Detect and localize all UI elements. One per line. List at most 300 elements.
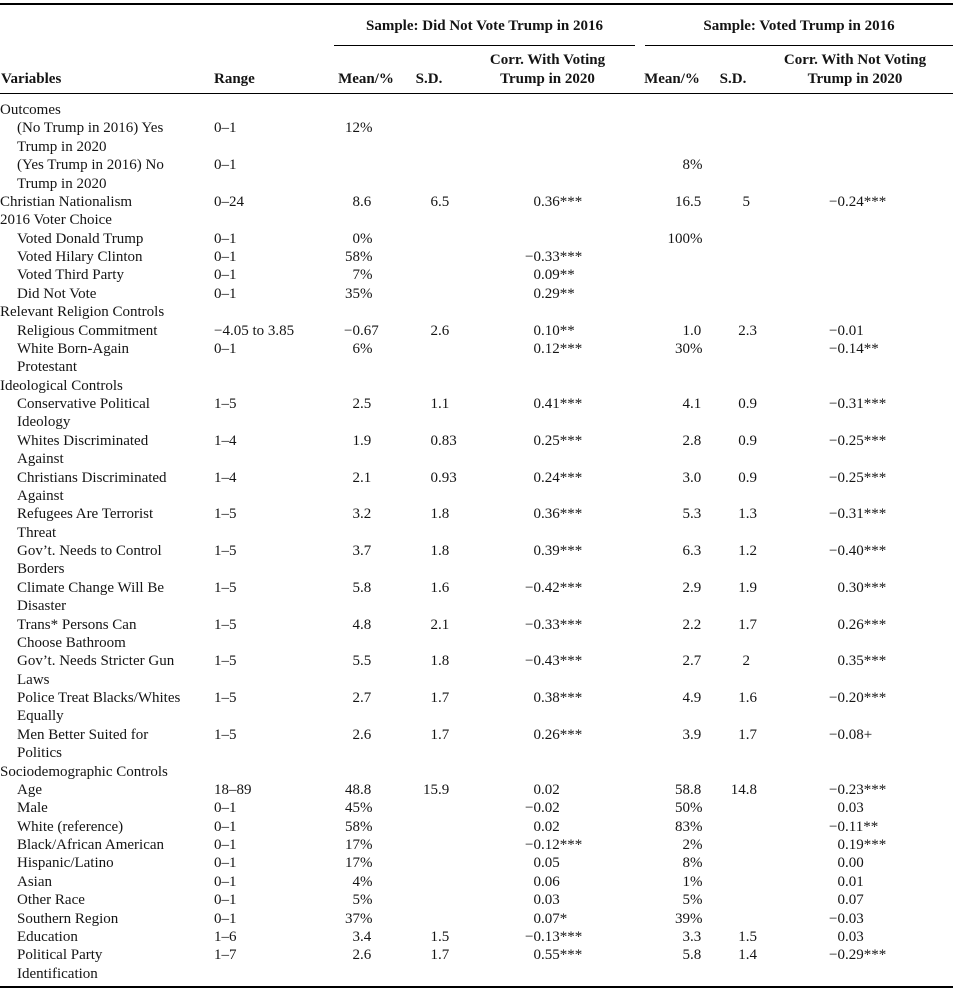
corr-cell: 0 .12***: [533, 340, 583, 357]
range-cell: 1–5: [214, 726, 237, 743]
table-row: [0, 873, 953, 891]
mean-cell: [635, 211, 709, 229]
table-row: [0, 542, 953, 579]
variable-label: Climate Change Will Be Disaster: [17, 579, 165, 615]
variable-label: Religious Commitment: [17, 322, 158, 339]
sample1-header: Sample: Did Not Vote Trump in 2016: [334, 16, 635, 46]
corr-cell: −0 .31***: [829, 506, 887, 523]
range-cell: 0–1: [214, 340, 237, 357]
mean-cell: 12 %: [345, 120, 373, 137]
mean-cell: 8 .6: [352, 193, 372, 210]
mean-cell: [635, 303, 709, 321]
table-row: [0, 285, 953, 303]
corr-cell: −0 .02: [525, 800, 560, 817]
corr-cell: [757, 156, 953, 193]
corr-cell: 0 .30***: [837, 579, 887, 596]
range-cell: 0–1: [214, 910, 237, 927]
mean-cell: 5 .8: [682, 947, 702, 964]
range-cell: 0–1: [214, 267, 237, 284]
sd-cell: [398, 891, 460, 909]
mean-cell: 5 %: [352, 892, 373, 909]
table-row: [0, 469, 953, 506]
corr-cell: [460, 101, 635, 119]
sd-cell: 0 .83: [430, 432, 457, 449]
variable-label: Police Treat Blacks/Whites Equally: [17, 690, 181, 725]
variable-label: Men Better Suited for Politics: [17, 726, 149, 762]
sd-cell: 1 .6: [738, 690, 757, 706]
variable-label: Whites Discriminated Against: [17, 432, 149, 468]
range-cell: 0–1: [214, 230, 237, 247]
variable-label: Voted Donald Trump: [17, 230, 144, 247]
mean-cell: 50 %: [675, 800, 703, 817]
corr-cell: −0 .25***: [829, 432, 887, 449]
corr-cell: 0 .29**: [533, 285, 575, 302]
range-cell: [212, 763, 334, 781]
sd-cell: [398, 211, 460, 229]
corr-cell: −0 .42***: [525, 579, 583, 596]
sd-cell: 1 .6: [430, 579, 450, 596]
corr-cell: 0 .36***: [533, 506, 583, 523]
sd-cell: 2 .3: [738, 322, 757, 339]
range-cell: 1–4: [214, 469, 237, 486]
mean-cell: 5 .5: [352, 653, 372, 670]
mean-cell: 3 .0: [682, 469, 702, 486]
mean-cell: 3 .7: [352, 543, 372, 559]
sd-cell: 1 .4: [738, 947, 757, 964]
variable-label: Political Party Identification: [17, 947, 103, 982]
sd-cell: [709, 156, 757, 193]
mean-cell: 2 .7: [682, 653, 702, 670]
mean-cell: 3 .9: [682, 726, 702, 743]
table-row: [0, 726, 953, 763]
section-label: Sociodemographic Controls: [0, 763, 168, 780]
variable-label: Trans* Persons Can Choose Bathroom: [17, 616, 137, 651]
range-cell: 1–6: [214, 928, 237, 945]
range-cell: [212, 101, 334, 119]
table-row: [0, 322, 953, 340]
sd-cell: 2: [742, 653, 750, 670]
sd-cell: 1 .3: [738, 506, 757, 523]
section-row: [0, 377, 953, 395]
corr-cell: [757, 248, 953, 266]
sd-cell: [398, 377, 460, 395]
corr-cell: −0 .31***: [829, 396, 887, 412]
sd-cell: 1 .8: [430, 653, 450, 670]
variable-label: Southern Region: [17, 910, 119, 927]
sample2-header: Sample: Voted Trump in 2016: [645, 16, 953, 46]
range-cell: [212, 211, 334, 229]
mean-cell: 1 %: [682, 873, 703, 890]
mean-cell: 4 .8: [352, 616, 372, 633]
sd-cell: 1 .9: [738, 579, 757, 596]
mean-cell: 58 .8: [675, 781, 702, 798]
range-cell: 1–4: [214, 432, 237, 449]
sd-cell: 0 .9: [738, 469, 757, 486]
mean-cell: 35 %: [345, 285, 373, 302]
range-cell: 0–1: [214, 120, 237, 137]
corr-cell: −0 .20***: [829, 690, 887, 706]
corr-cell: 0 .25***: [533, 432, 583, 449]
sd-cell: [398, 799, 460, 817]
mean-cell: 3 .3: [682, 928, 702, 945]
sd-cell: [709, 854, 757, 872]
sd-cell: [709, 303, 757, 321]
sd-cell: [709, 873, 757, 891]
corr-cell: −0 .14**: [829, 340, 879, 357]
corr-cell: 0 .02: [533, 818, 560, 835]
sd-cell: [709, 230, 757, 248]
range-cell: 1–7: [214, 947, 237, 964]
corr-cell: [460, 211, 635, 229]
sd-cell: 1 .7: [430, 947, 450, 964]
column-header-corr1: [460, 51, 635, 89]
sd-cell: 2 .1: [430, 616, 450, 633]
mean-cell: 2 .5: [352, 396, 372, 412]
sd-cell: [398, 818, 460, 836]
sd-cell: 1 .7: [430, 726, 450, 743]
corr-cell: [757, 266, 953, 284]
sd-cell: [709, 211, 757, 229]
sd-cell: 0 .93: [430, 469, 457, 486]
column-header-row: [0, 46, 953, 94]
mean-cell: 2 .6: [352, 726, 372, 743]
range-cell: 0–1: [214, 892, 237, 909]
sd-cell: [398, 873, 460, 891]
corr-cell: 0 .05: [533, 855, 560, 872]
sd-cell: 0 .9: [738, 396, 757, 412]
mean-cell: 16 .5: [675, 193, 702, 210]
corr-cell: 0 .03: [837, 928, 864, 945]
mean-cell: 4 %: [352, 873, 373, 890]
range-cell: 0–1: [214, 873, 237, 890]
corr-cell: −0 .29***: [829, 947, 887, 964]
sd-cell: [709, 101, 757, 119]
mean-cell: [635, 266, 709, 284]
section-row: [0, 101, 953, 119]
column-header-mean1: Mean/%: [338, 71, 394, 87]
table-row: [0, 854, 953, 872]
range-cell: 1–5: [214, 579, 237, 596]
corr-cell: −0 .24***: [829, 193, 887, 210]
section-label: Relevant Religion Controls: [0, 304, 165, 321]
range-cell: 0–24: [214, 193, 244, 210]
mean-cell: 5 %: [682, 892, 703, 909]
sample-spanner-row: [0, 16, 953, 46]
corr-cell: [757, 230, 953, 248]
corr-cell: [460, 763, 635, 781]
table-row: [0, 119, 953, 156]
sd-cell: [398, 303, 460, 321]
sd-cell: [398, 119, 460, 156]
corr-cell: [757, 285, 953, 303]
table-row: [0, 818, 953, 836]
mean-cell: 58 %: [345, 818, 373, 835]
mean-cell: 5 .8: [352, 579, 372, 596]
sd-cell: 15 .9: [423, 781, 450, 798]
sd-cell: 1 .1: [430, 396, 450, 412]
variable-label: White Born-Again Protestant: [17, 340, 130, 376]
sd-cell: 1 .7: [430, 690, 450, 706]
mean-cell: 1 .9: [352, 432, 372, 449]
table-row: [0, 579, 953, 616]
corr-cell: [460, 156, 635, 193]
section-label: Outcomes: [0, 102, 61, 118]
section-row: [0, 303, 953, 321]
corr-cell: −0 .33***: [525, 249, 583, 265]
sd-cell: [398, 910, 460, 928]
table-row: [0, 156, 953, 193]
corr-cell: 0 .39***: [533, 543, 583, 559]
corr-cell: −0 .23***: [829, 781, 887, 798]
range-cell: 1–5: [214, 690, 237, 706]
table-row: [0, 230, 953, 248]
table-row: [0, 248, 953, 266]
variable-label: Voted Hilary Clinton: [17, 249, 143, 265]
sd-cell: [398, 101, 460, 119]
table-row: [0, 432, 953, 469]
corr-cell: 0 .19***: [837, 837, 887, 853]
column-header-sd2: S.D.: [719, 71, 747, 87]
variable-label: Conservative Political Ideology: [17, 396, 150, 431]
mean-cell: 2 .6: [352, 947, 372, 964]
corr-cell: −0 .11**: [829, 818, 879, 835]
sd-cell: 0 .9: [738, 432, 757, 449]
table-row: [0, 652, 953, 689]
corr-cell: 0 .03: [533, 892, 560, 909]
sd-cell: 1 .7: [738, 616, 757, 633]
sd-cell: 14 .8: [730, 781, 757, 798]
sd-cell: [709, 763, 757, 781]
table-row: [0, 781, 953, 799]
corr-cell: [460, 377, 635, 395]
mean-cell: 2 %: [682, 837, 703, 853]
corr-cell: [757, 119, 953, 156]
corr-cell: −0 .33***: [525, 616, 583, 633]
variable-label: Other Race: [17, 892, 85, 909]
sd-cell: 2 .6: [430, 322, 450, 339]
corr-cell: 0 .02: [533, 781, 560, 798]
variable-label: White (reference): [17, 818, 124, 835]
column-header-sd1: S.D.: [415, 71, 443, 87]
sd-cell: 1 .8: [430, 506, 450, 523]
sd-cell: [398, 230, 460, 248]
corr-cell: 0 .09**: [533, 267, 575, 284]
table-row: [0, 266, 953, 284]
mean-cell: 8 %: [682, 855, 703, 872]
mean-cell: 100 %: [667, 230, 703, 247]
table-row: [0, 689, 953, 726]
sd-cell: 1 .7: [738, 726, 757, 743]
variable-label: Did Not Vote: [17, 285, 97, 302]
corr-cell: 0 .07*: [533, 910, 568, 927]
mean-cell: 39 %: [675, 910, 703, 927]
corr-cell: [757, 101, 953, 119]
column-header-mean2: Mean/%: [644, 71, 700, 87]
range-cell: 0–1: [214, 855, 237, 872]
range-cell: 1–5: [214, 616, 237, 633]
mean-cell: −0 .67: [344, 322, 379, 339]
corr-cell: 0 .26***: [533, 726, 583, 743]
range-cell: 0–1: [214, 800, 237, 817]
range-cell: 1–5: [214, 653, 237, 670]
corr-cell: [460, 303, 635, 321]
sd-cell: [398, 854, 460, 872]
table-row: [0, 891, 953, 909]
mean-cell: [334, 303, 398, 321]
range-cell: 1–5: [214, 506, 237, 523]
sd-cell: [398, 248, 460, 266]
sd-cell: 1 .5: [430, 928, 450, 945]
sd-cell: [398, 340, 460, 377]
variable-label: (Yes Trump in 2016) No Trump in 2020: [17, 157, 164, 192]
mean-cell: [334, 377, 398, 395]
corr-cell: 0 .00: [837, 855, 864, 872]
corr-cell: 0 .07: [837, 892, 864, 909]
mean-cell: 48 .8: [345, 781, 372, 798]
variable-label: Age: [17, 781, 42, 798]
sd-cell: [398, 836, 460, 854]
mean-cell: 2 .1: [352, 469, 372, 486]
mean-cell: 8 %: [682, 157, 703, 174]
variable-label: Refugees Are Terrorist Threat: [17, 506, 154, 541]
corr-cell: −0 .08+: [829, 726, 873, 743]
corr-cell: −0 .13***: [525, 928, 583, 945]
mean-cell: 0 %: [352, 230, 373, 247]
mean-cell: [635, 763, 709, 781]
corr-cell: −0 .12***: [525, 837, 583, 853]
range-cell: 0–1: [214, 249, 237, 265]
mean-cell: 17 %: [345, 855, 373, 872]
column-header-corr2-line2: Trump in 2020: [807, 71, 903, 87]
mean-cell: 6 .3: [682, 543, 702, 559]
section-label: Ideological Controls: [0, 377, 123, 394]
mean-cell: 2 .7: [352, 690, 372, 706]
table-row: [0, 505, 953, 542]
mean-cell: 37 %: [345, 910, 373, 927]
variable-label: Asian: [17, 873, 52, 890]
variable-label: (No Trump in 2016) Yes Trump in 2020: [17, 120, 164, 155]
corr-cell: [757, 211, 953, 229]
section-row: [0, 211, 953, 229]
corr-cell: [757, 377, 953, 395]
range-cell: [212, 377, 334, 395]
sd-cell: [709, 266, 757, 284]
variable-label: Black/African American: [17, 837, 165, 853]
corr-cell: 0 .38***: [533, 690, 583, 706]
mean-cell: 2 .8: [682, 432, 702, 449]
variable-label: Education: [17, 928, 78, 945]
mean-cell: [334, 763, 398, 781]
sd-cell: [398, 285, 460, 303]
mean-cell: 2 .9: [682, 579, 702, 596]
corr-cell: 0 .35***: [837, 653, 887, 670]
sd-cell: [709, 248, 757, 266]
column-header-corr2-line1: Corr. With Not Voting: [783, 52, 927, 68]
range-cell: 0–1: [214, 285, 237, 302]
sd-cell: [709, 818, 757, 836]
mean-cell: [635, 248, 709, 266]
mean-cell: 4 .1: [682, 396, 702, 412]
table-row: [0, 928, 953, 946]
column-header-range: Range: [214, 71, 255, 87]
corr-cell: 0 .03: [837, 800, 864, 817]
section-label: 2016 Voter Choice: [0, 212, 112, 229]
range-cell: 1–5: [214, 396, 237, 412]
corr-cell: −0 .01: [829, 322, 864, 339]
corr-cell: 0 .36***: [533, 193, 583, 210]
mean-cell: 17 %: [345, 837, 373, 853]
variable-label: Hispanic/Latino: [17, 855, 114, 872]
table-row: [0, 395, 953, 432]
corr-cell: [757, 303, 953, 321]
mean-cell: 7 %: [352, 267, 373, 284]
mean-cell: 1 .0: [682, 322, 702, 339]
variable-label: Gov’t. Needs Stricter Gun Laws: [17, 653, 175, 688]
mean-cell: [334, 156, 398, 193]
mean-cell: [334, 101, 398, 119]
table-row: [0, 193, 953, 211]
mean-cell: [635, 285, 709, 303]
sd-cell: [398, 266, 460, 284]
corr-cell: −0 .40***: [829, 543, 887, 559]
column-header-variables: Variables: [1, 71, 62, 87]
corr-cell: [460, 119, 635, 156]
sd-cell: [398, 156, 460, 193]
mean-cell: 4 .9: [682, 690, 702, 706]
mean-cell: 2 .2: [682, 616, 702, 633]
corr-cell: 0 .10**: [533, 322, 575, 339]
range-cell: [212, 303, 334, 321]
corr-cell: −0 .43***: [525, 653, 583, 670]
mean-cell: 3 .2: [352, 506, 372, 523]
mean-cell: [635, 101, 709, 119]
sd-cell: [709, 119, 757, 156]
sd-cell: [709, 891, 757, 909]
corr-cell: 0 .41***: [533, 396, 583, 412]
bottom-rule: [0, 986, 953, 988]
sd-cell: 1 .2: [738, 543, 757, 559]
mean-cell: 5 .3: [682, 506, 702, 523]
mean-cell: 58 %: [345, 249, 373, 265]
corr-cell: −0 .25***: [829, 469, 887, 486]
sd-cell: [709, 340, 757, 377]
corr-cell: [757, 763, 953, 781]
column-header-corr1-line2: Trump in 2020: [500, 71, 595, 87]
sd-cell: [398, 763, 460, 781]
sd-cell: 1 .8: [430, 543, 450, 559]
sd-cell: [709, 836, 757, 854]
mean-cell: [635, 119, 709, 156]
table-row: [0, 910, 953, 928]
column-header-corr1-line1: Corr. With Voting: [489, 52, 606, 68]
corr-cell: 0 .26***: [837, 616, 887, 633]
range-cell: 18–89: [214, 781, 252, 798]
range-cell: 1–5: [214, 543, 237, 559]
range-cell: −4.05 to 3.85: [214, 322, 295, 339]
sd-cell: [709, 377, 757, 395]
mean-cell: 3 .4: [352, 928, 372, 945]
section-row: [0, 763, 953, 781]
corr-cell: [460, 230, 635, 248]
column-header-corr2: [757, 51, 953, 89]
corr-cell: 0 .55***: [533, 947, 583, 964]
sd-cell: [709, 910, 757, 928]
sd-cell: [709, 799, 757, 817]
corr-cell: 0 .24***: [533, 469, 583, 486]
corr-cell: 0 .01: [837, 873, 864, 890]
top-rule: [0, 3, 953, 5]
sd-cell: 1 .5: [738, 928, 757, 945]
